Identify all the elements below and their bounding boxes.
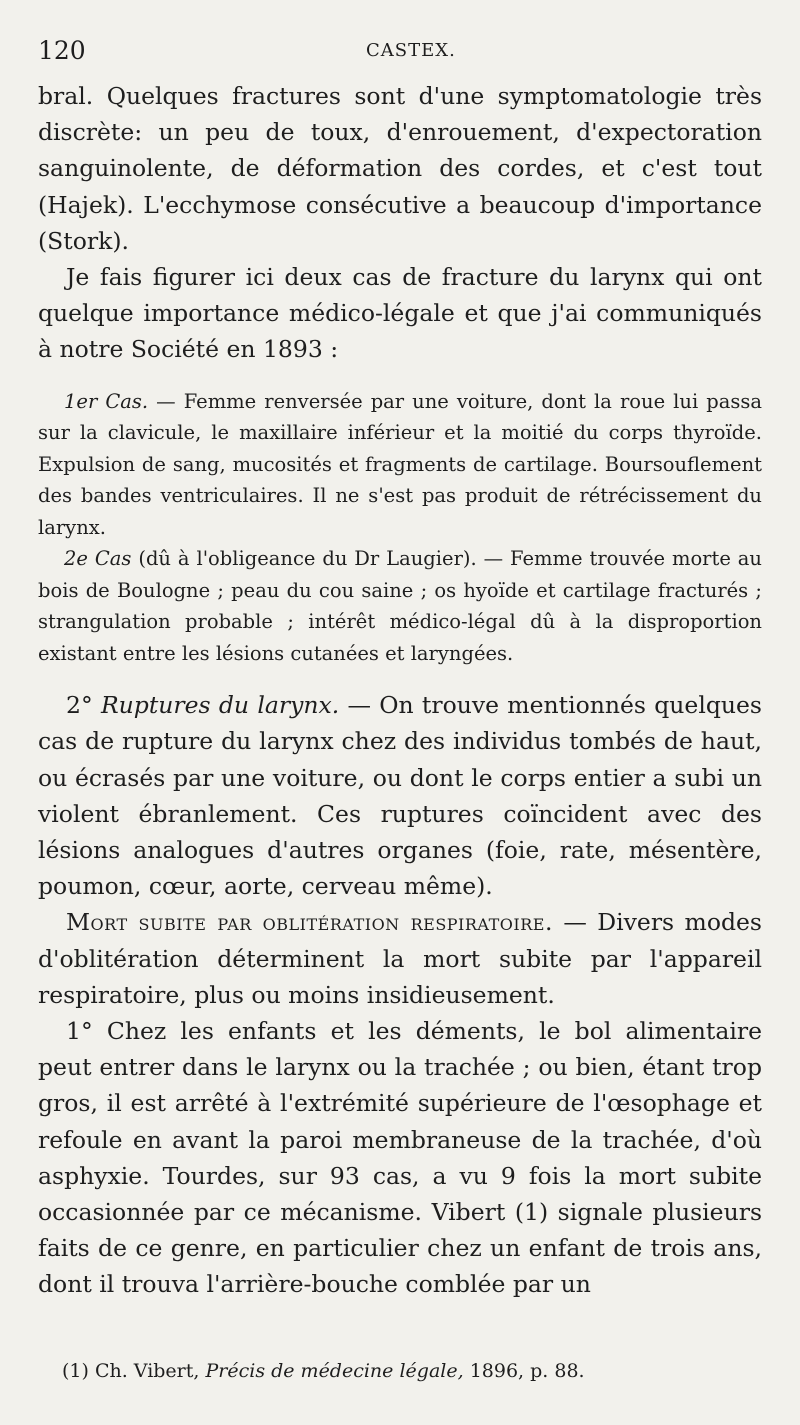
running-head: CASTEX. xyxy=(366,40,456,61)
mort-subite-text: — Divers modes d'oblitération déterminent la mort subite par l'appareil respiratoire, plus ou moins insidieusement. xyxy=(38,908,762,1009)
paragraph-cases-intro: Je fais figurer ici deux cas de fracture du larynx qui ont quelque importance médico-légale et que j'ai communiqués à notre Société en 1893 : xyxy=(38,263,762,364)
case-2 xyxy=(38,543,762,669)
footnote xyxy=(62,1357,762,1385)
ruptures-number: 2° xyxy=(66,691,93,720)
ruptures-title: Ruptures du larynx. xyxy=(100,691,340,720)
mort-subite-title: Mort subite par oblitération respiratoire. xyxy=(66,908,553,937)
paragraph-mort-subite xyxy=(38,904,762,1013)
case-2-label: 2e Cas xyxy=(64,547,132,571)
case-1-text: — Femme renversée par une voiture, dont la roue lui passa sur la clavicule, le maxillaire inférieur et la moitié du corps thyroïde. Expulsion de sang, mucosités et fragments de cartilage. Boursouflement des bandes ventriculaires. Il ne s'est pas produit de rétrécissement du larynx. xyxy=(38,389,763,539)
footnote-title: Précis de médecine légale, xyxy=(205,1360,464,1382)
case-2-text: (dû à l'obligeance du Dr Laugier). — Femme trouvée morte au bois de Boulogne ; peau du cou saine ; os hyoïde et cartilage fracturés ; strangulation probable ; intérêt médico-légal dû à la disproportion existant entre les lésions cutanées et laryngées. xyxy=(38,547,762,665)
footnote-marker: (1) Ch. Vibert, xyxy=(62,1360,200,1382)
case-1-label: 1er Cas. xyxy=(64,389,149,413)
paragraph-enfants: 1° Chez les enfants et les déments, le bol alimentaire peut entrer dans le larynx ou la trachée ; ou bien, étant trop gros, il est arrêté à l'extrémité supérieure de l'œsophage et refoule en avant la paroi membraneuse de la trachée, d'où asphyxie. Tourdes, sur 93 cas, a vu 9 fois la mort subite occasionnée par ce mécanisme. Vibert (1) signale plusieurs faits de ce genre, en particulier chez un enfant de trois ans, dont il trouva l'arrière-bouche comblée par un xyxy=(38,1016,762,1299)
paragraph-ruptures xyxy=(38,687,762,904)
page-number: 120 xyxy=(38,36,86,65)
page-body xyxy=(38,78,762,1303)
page-header xyxy=(38,36,762,76)
case-1 xyxy=(38,386,762,544)
ruptures-text: — On trouve mentionnés quelques cas de rupture du larynx chez des individus tombés de haut, ou écrasés par une voiture, ou dont le corps entier a subi un violent ébranlement. Ces ruptures coïncident avec des lésions analogues d'autres organes (foie, rate, mésentère, poumon, cœur, aorte, cerveau même). xyxy=(38,691,762,901)
paragraph-continuation: bral. Quelques fractures sont d'une symptomatologie très discrète: un peu de toux, d'enrouement, d'expectoration sanguinolente, de déformation des cordes, et c'est tout (Hajek). L'ecchymose consécutive a beaucoup d'importance (Stork). xyxy=(38,82,762,255)
footnote-rest: 1896, p. 88. xyxy=(469,1360,585,1382)
